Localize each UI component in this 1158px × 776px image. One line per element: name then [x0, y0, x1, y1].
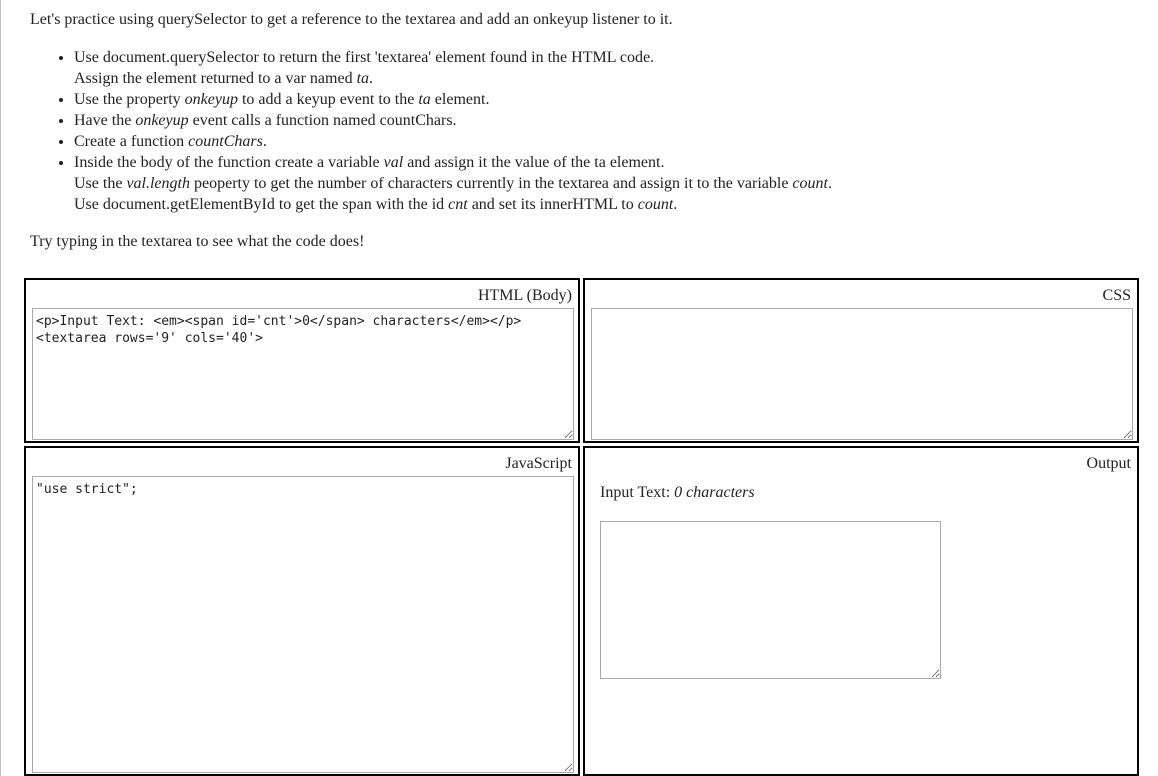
output-panel [583, 446, 1139, 776]
output-input-text [600, 484, 755, 502]
intro-text: Let's practice using querySelector to get a reference to the textarea and add an onkeyup listener to it. [30, 11, 673, 28]
instruction-item: • Inside the body of the function create a variable val and assign it the value of the ta element. Use the val.length peoperty to get the number of characters currently in the textarea and assign it to the variable count. Use document.getElementById to get the span with the id cnt and set its innerHTML to count. [74, 152, 1140, 215]
instruction-item: • Use the property onkeyup to add a keyup event to the ta element. [74, 89, 1140, 110]
javascript-code-editor[interactable] [32, 476, 574, 773]
try-typing-text: Try typing in the textarea to see what the code does! [30, 233, 365, 250]
output-label: Input Text: [600, 484, 675, 501]
left-border-line [0, 0, 1, 776]
html-panel-title: HTML (Body) [477, 287, 572, 304]
characters-unit: characters [682, 484, 755, 501]
html-panel [24, 278, 580, 443]
css-code-editor[interactable] [591, 308, 1133, 440]
css-panel [583, 278, 1139, 443]
instruction-item: • Have the onkeyup event calls a function named countChars. [74, 110, 1140, 131]
output-textarea[interactable] [600, 521, 941, 679]
instruction-item: • Create a function countChars. [74, 131, 1140, 152]
html-code-editor[interactable] [32, 308, 574, 440]
javascript-panel [24, 446, 580, 776]
output-panel-title: Output [1086, 455, 1131, 472]
instruction-list [30, 47, 1140, 215]
css-panel-title: CSS [1102, 287, 1131, 304]
javascript-panel-title: JavaScript [505, 455, 572, 472]
character-count-text [674, 484, 754, 501]
instruction-item: • Use document.querySelector to return the first 'textarea' element found in the HTML code. Assign the element returned to a var named ta. [74, 47, 1140, 89]
character-count: 0 [674, 484, 683, 501]
instructions [30, 9, 1140, 252]
